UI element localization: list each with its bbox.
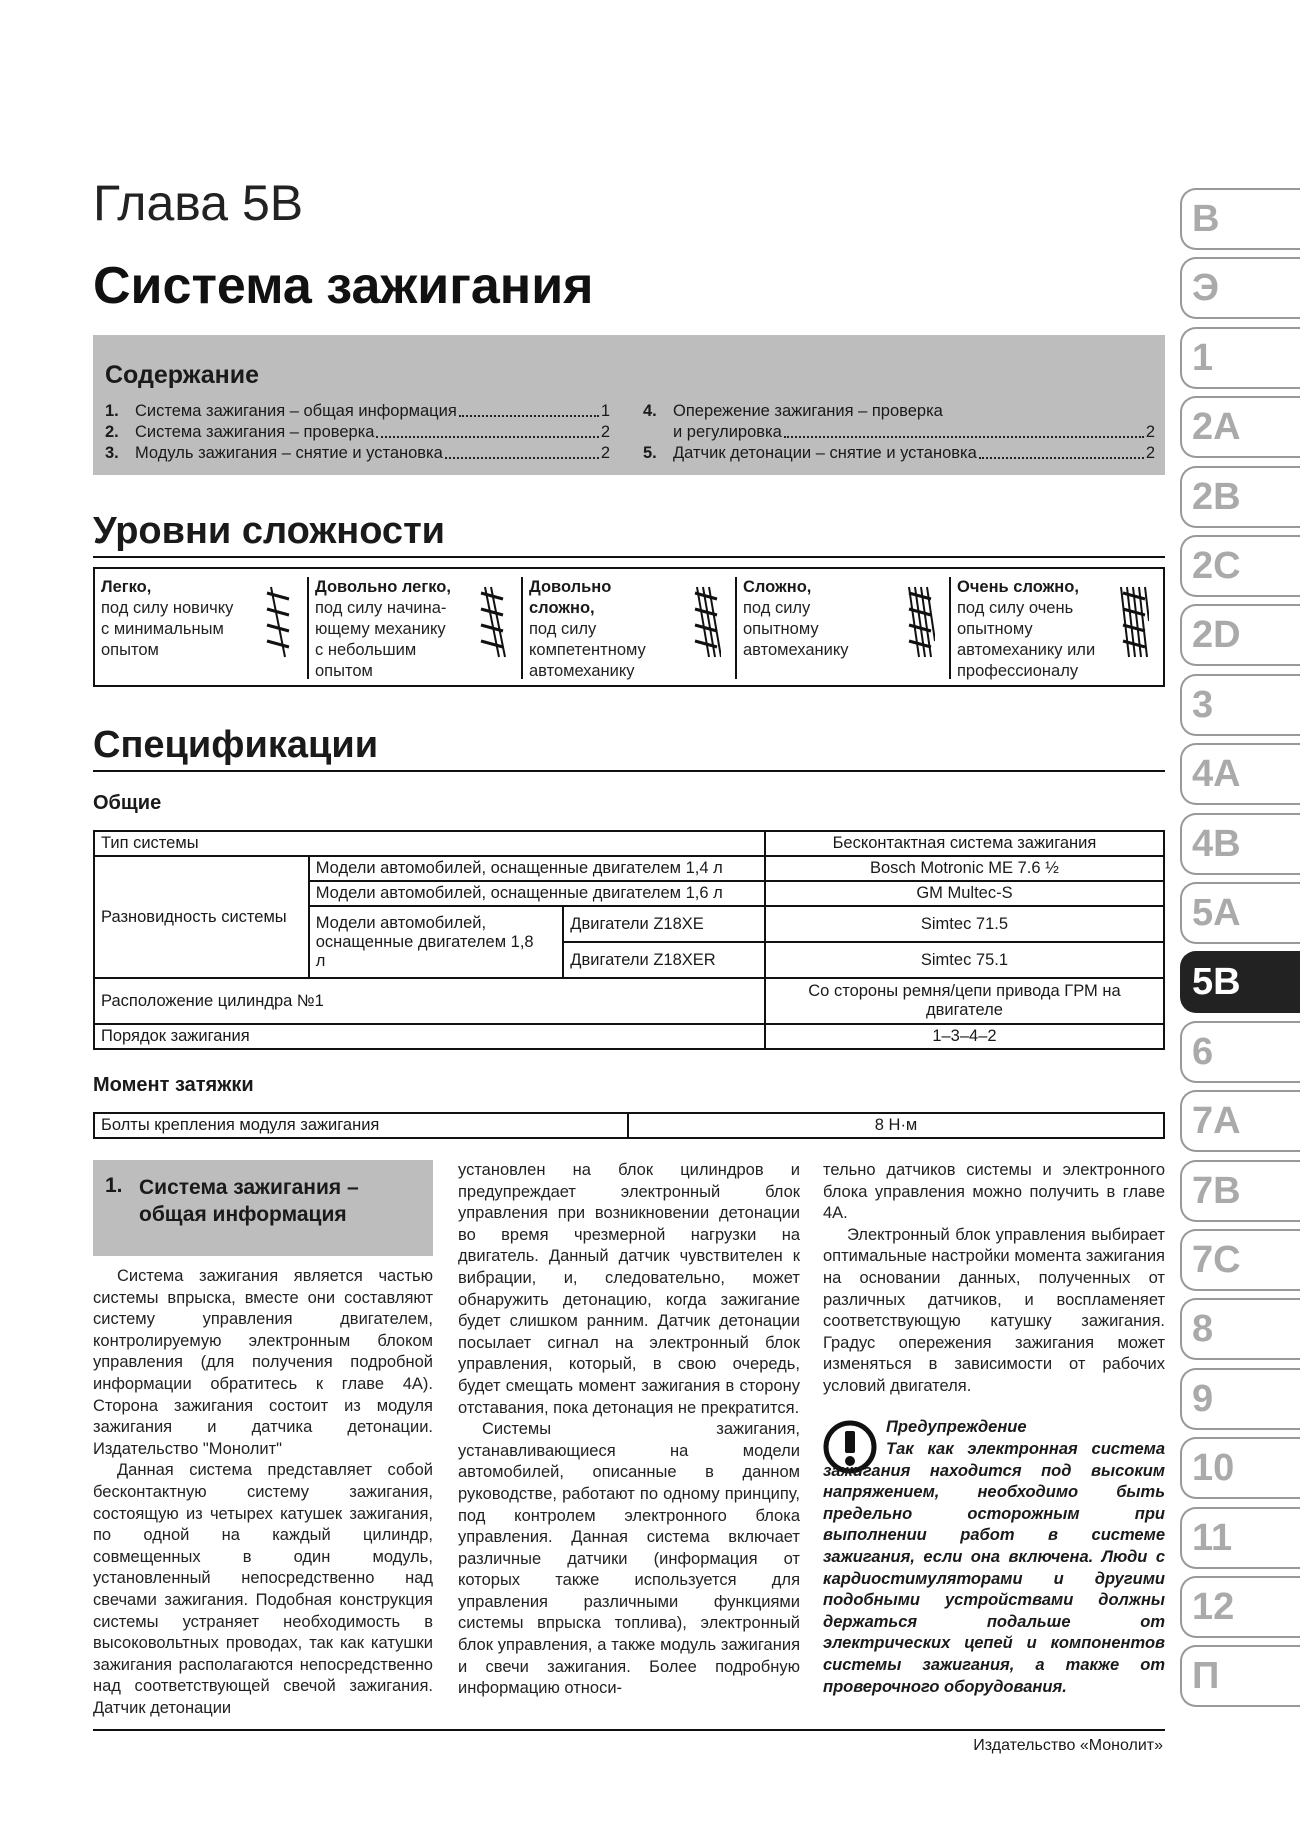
chapter-tab[interactable]: В (1180, 188, 1300, 250)
spanner-rating-icon (477, 581, 507, 661)
contents-item-page: 1 (600, 402, 610, 420)
difficulty-heading: Уровни сложности (93, 512, 1165, 558)
torque-spec-table (93, 1112, 1165, 1139)
leader-dots (376, 422, 598, 438)
difficulty-desc: под силу начина- ющему механику с небольшим опытом (315, 599, 447, 680)
page-title: Система зажигания (93, 257, 594, 315)
general-subheading: Общие (93, 792, 162, 814)
paragraph: тельно датчиков системы и электронного блока управления можно получить в главе 4А. (823, 1161, 1165, 1223)
chapter-tab[interactable]: 6 (1180, 1021, 1300, 1083)
spec-label: Тип системы (94, 831, 765, 856)
contents-item[interactable] (105, 401, 610, 422)
contents-heading: Содержание (105, 361, 260, 389)
difficulty-desc: под силу очень опытному автомеханику или профессионалу (957, 599, 1096, 680)
text-column-2 (458, 1160, 800, 1700)
spanner-rating-icon (691, 581, 721, 661)
contents-item[interactable] (105, 422, 610, 443)
table-row (94, 978, 1164, 1024)
spec-value: GM Multec-S (765, 881, 1164, 906)
text-column-3 (823, 1160, 1165, 1398)
difficulty-desc: под силу опытному автомеханику (743, 599, 849, 659)
contents-item-num: 5. (643, 444, 657, 462)
chapter-tab[interactable]: 9 (1180, 1368, 1300, 1430)
contents-item-page: 2 (600, 444, 610, 462)
spanner-rating-icon (1119, 581, 1149, 661)
difficulty-level (521, 577, 735, 679)
spec-label: Модели автомобилей, оснащенные двигателем 1,4 л (309, 856, 765, 881)
spec-value: 8 Н·м (628, 1113, 1164, 1138)
contents-item[interactable] (643, 401, 1155, 422)
chapter-tab[interactable]: 2А (1180, 396, 1300, 458)
contents-column-right (643, 401, 1155, 464)
chapter-tab[interactable]: 12 (1180, 1576, 1300, 1638)
contents-box (93, 335, 1165, 475)
chapter-tab[interactable]: 5В (1180, 951, 1300, 1013)
chapter-label: Глава 5В (93, 175, 304, 231)
section-title: Система зажигания – общая информация (139, 1176, 359, 1226)
table-row (94, 831, 1164, 856)
contents-item[interactable] (643, 443, 1155, 464)
chapter-tab[interactable]: Э (1180, 257, 1300, 319)
contents-item-text: Датчик детонации – снятие и установка (673, 444, 977, 462)
difficulty-title: Легко, (101, 578, 152, 596)
difficulty-level (735, 577, 949, 679)
warning-title: Предупреждение (886, 1418, 1027, 1436)
difficulty-title: Очень сложно, (957, 578, 1079, 596)
difficulty-title: Довольно сложно, (529, 578, 612, 617)
contents-item-num: 2. (105, 423, 119, 441)
contents-item-text: Опережение зажигания – проверка (673, 402, 943, 420)
contents-item-page: 2 (1145, 444, 1155, 462)
section-heading-box (93, 1160, 433, 1256)
spec-value: Simtec 71.5 (765, 906, 1164, 942)
spec-value: 1–3–4–2 (765, 1024, 1164, 1049)
chapter-tab[interactable]: 11 (1180, 1507, 1300, 1569)
difficulty-title: Сложно, (743, 578, 812, 596)
difficulty-title: Довольно легко, (315, 578, 451, 596)
contents-column-left (105, 401, 610, 464)
contents-item[interactable] (105, 443, 610, 464)
paragraph: Система зажигания является частью системы впрыска, вместе они составляют систему управления двигателем, контролируемую электронным блоком управления (для получения подробной информации обратитесь к главе 4А). Сторона зажигания состоит из модуля зажигания и датчика детонации. Издательство "Монолит" (93, 1267, 433, 1458)
table-row (94, 1113, 1164, 1138)
spec-label: Порядок зажигания (94, 1024, 765, 1049)
chapter-tab[interactable]: 2D (1180, 604, 1300, 666)
chapter-tab[interactable]: 8 (1180, 1298, 1300, 1360)
leader-dots (979, 443, 1144, 459)
paragraph: Данная система представляет собой бесконтактную систему зажигания, состоящую из четырех катушек зажигания, по одной на каждый цилиндр, совмещенных в один модуль, установленный непосредственно над свечами зажигания. Подобная конструкция системы устраняет необходимость в высоковольтных проводах, так как катушки зажигания располагаются непосредственно над соответствующей свечой зажигания. Датчик детонации (93, 1461, 433, 1717)
contents-item-num: 4. (643, 402, 657, 420)
spec-label: Модели автомобилей, оснащенные двигателем 1,6 л (309, 881, 765, 906)
chapter-tab[interactable]: 4В (1180, 813, 1300, 875)
difficulty-level (949, 577, 1163, 679)
chapter-tab[interactable]: 7В (1180, 1160, 1300, 1222)
leader-dots (784, 422, 1144, 438)
difficulty-level (307, 577, 521, 679)
difficulty-level (95, 577, 307, 679)
spec-value: Bosch Motronic ME 7.6 ½ (765, 856, 1164, 881)
paragraph: установлен на блок цилиндров и предупреждает электронный блок управления при возникновении детонации во время чрезмерной нагрузки на двигатель. Данный датчик чувствителен к вибрации, и, следовательно, может обнаружить детонацию, когда зажигание будет слишком ранним. Датчик детонации посылает сигнал на электронный блок управления, который, в свою очередь, будет смещать момент зажигания в сторону отставания, пока детонация не прекратится. (458, 1161, 800, 1417)
specs-heading: Спецификации (93, 726, 1165, 772)
paragraph: Системы зажигания, устанавливающиеся на модели автомобилей, описанные в данном руководстве, работают по одному принципу, под контролем электронного блока управления. Данная система включает различные датчики (информация от которых также используется для управления различными функциями системы впрыска топлива), электронный блок управления, а также модуль зажигания и свечи зажигания. Более подробную информацию относи- (458, 1420, 800, 1698)
leader-dots (445, 443, 599, 459)
spec-value: Бесконтактная система зажигания (765, 831, 1164, 856)
warning-text: Так как электронная система зажигания находится под высоким напряжением, необходимо быть предельно осторожным при выполнении работ в системе зажигания, если она включена. Люди с кардиостимуляторами и другими подобными устройствами должны держаться подальше от электрических цепей и компонентов системы зажигания, а также от проверочного оборудования. (823, 1440, 1165, 1696)
spanner-rating-icon (905, 581, 935, 661)
contents-item-text: Модуль зажигания – снятие и установка (135, 444, 443, 462)
spec-value: Simtec 75.1 (765, 942, 1164, 978)
table-row (94, 1024, 1164, 1049)
spec-label: Разновидность системы (94, 856, 309, 978)
chapter-tab[interactable]: 4А (1180, 743, 1300, 805)
chapter-tab[interactable]: 1 (1180, 327, 1300, 389)
paragraph: Электронный блок управления выбирает оптимальные настройки момента зажигания на основании данных, полученных от различных датчиков, и воспламеняет соответствующую катушку зажигания. Градус опережения зажигания может изменяться в зависимости от рабочих условий двигателя. (823, 1225, 1165, 1395)
chapter-tab[interactable]: 2В (1180, 466, 1300, 528)
difficulty-desc: под силу новичку с минимальным опытом (101, 599, 234, 659)
chapter-tab[interactable]: П (1180, 1645, 1300, 1707)
table-row (94, 856, 1164, 881)
section-number: 1. (105, 1174, 123, 1197)
contents-item-text: и регулировка (673, 423, 782, 441)
spanner-rating-icon (263, 581, 293, 661)
torque-subheading: Момент затяжки (93, 1074, 254, 1096)
difficulty-desc: под силу компетентному автомеханику (529, 620, 646, 680)
spec-label: Двигатели Z18XE (563, 906, 765, 942)
text-column-1 (93, 1266, 433, 1719)
contents-item-page: 2 (600, 423, 610, 441)
difficulty-scale (93, 567, 1165, 687)
spec-label: Расположение цилиндра №1 (94, 978, 765, 1024)
contents-item-page: 2 (1145, 423, 1155, 441)
spec-label: Болты крепления модуля зажигания (94, 1113, 628, 1138)
spec-label: Двигатели Z18XER (563, 942, 765, 978)
contents-item-text: Система зажигания – проверка (135, 423, 375, 441)
contents-item-num: 3. (105, 444, 119, 462)
chapter-tab[interactable]: 3 (1180, 674, 1300, 736)
contents-item-continued[interactable] (643, 422, 1155, 443)
chapter-tab[interactable]: 10 (1180, 1437, 1300, 1499)
contents-item-text: Система зажигания – общая информация (135, 402, 457, 420)
leader-dots (459, 401, 599, 417)
chapter-tab[interactable]: 2С (1180, 535, 1300, 597)
footer-rule (93, 1729, 1165, 1731)
chapter-tab[interactable]: 7С (1180, 1229, 1300, 1291)
chapter-tab[interactable]: 5А (1180, 882, 1300, 944)
contents-item-num: 1. (105, 402, 119, 420)
footer-publisher: Издательство «Монолит» (973, 1737, 1163, 1754)
spec-label: Модели автомобилей, оснащенные двигателем 1,8 л (309, 906, 564, 978)
chapter-tab[interactable]: 7А (1180, 1090, 1300, 1152)
general-spec-table (93, 830, 1165, 1050)
spec-value: Со стороны ремня/цепи привода ГРМ на двигателе (765, 978, 1164, 1024)
